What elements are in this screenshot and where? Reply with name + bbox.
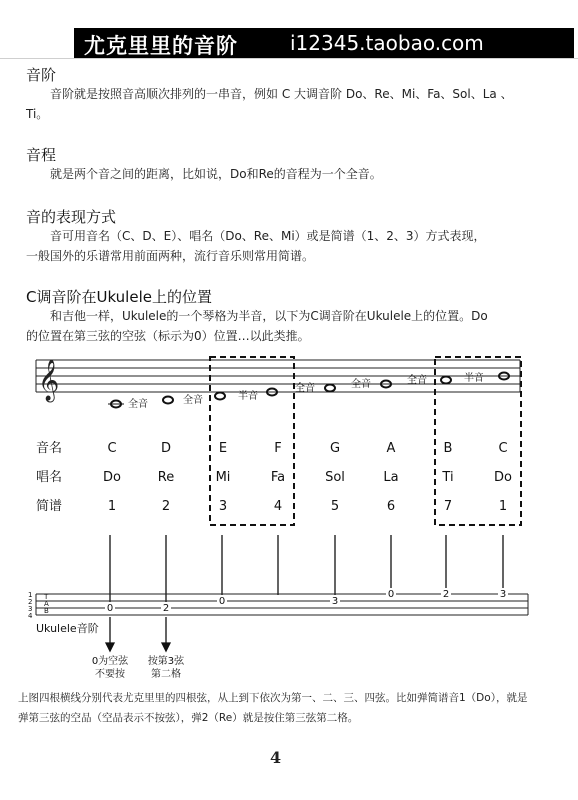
note-name: C <box>498 441 508 456</box>
annotations <box>92 654 185 680</box>
annotation-line: 按第3弦 <box>147 656 185 667</box>
paragraph-line: Ti。 <box>26 107 49 121</box>
fret-number: 0 <box>106 603 114 614</box>
solfege: Do <box>103 470 121 485</box>
interval-label: 全音 <box>128 399 148 410</box>
scale-table-values <box>103 441 512 514</box>
annotation-line: 第二格 <box>151 669 181 680</box>
fret-number: 3 <box>331 596 339 607</box>
tab-clef <box>43 593 49 615</box>
fret-number: 0 <box>387 589 395 600</box>
number: 1 <box>107 499 117 514</box>
note-head <box>325 385 335 392</box>
arrow-down-icon <box>162 643 170 651</box>
solfege: Do <box>494 470 512 485</box>
annotation-line: 0为空弦 <box>91 656 129 667</box>
page-title: 尤克里里的音阶 <box>84 34 238 58</box>
solfege: Fa <box>270 470 286 485</box>
row-label-note-name: 音名 <box>36 441 63 456</box>
paragraph-line: 一般国外的乐谱常用前面两种，流行音乐则常用简谱。 <box>26 249 315 263</box>
note-head <box>215 393 225 400</box>
note-head <box>441 377 451 384</box>
heading-interval: 音程 <box>26 146 57 164</box>
solfege: Mi <box>215 470 231 485</box>
paragraph-line: 音阶就是按照音高顺次排列的一串音，例如 C 大调音阶 Do、Re、Mi、Fa、Sol、La 、 <box>50 87 513 101</box>
paragraph-line: 和吉他一样，Ukulele的一个琴格为半音，以下为C调音阶在Ukulele上的位置。Do <box>50 309 488 323</box>
string-number: 3 <box>28 605 33 613</box>
note-name: B <box>443 441 453 456</box>
number: 1 <box>498 499 508 514</box>
page-number: 4 <box>270 748 282 767</box>
interval-labels <box>128 371 484 410</box>
tab-string-numbers <box>28 591 33 620</box>
scale-table-labels <box>36 441 62 514</box>
heading-ukulele-position: C调音阶在Ukulele上的位置 <box>26 288 212 306</box>
note-name: A <box>386 441 396 456</box>
interval-label: 全音 <box>183 395 203 406</box>
note-name: C <box>107 441 117 456</box>
tab-label: Ukulele音阶 <box>36 622 99 635</box>
interval-label: 全音 <box>351 379 371 390</box>
note-name: D <box>160 441 172 456</box>
interval-label: 半音 <box>464 373 484 384</box>
interval-label: 全音 <box>295 383 315 394</box>
note-name: G <box>329 441 341 456</box>
treble-clef-icon: 𝄞 <box>38 360 60 401</box>
string-number: 2 <box>28 598 33 606</box>
heading-notation: 音的表现方式 <box>26 208 117 226</box>
heading-scale: 音阶 <box>26 66 57 84</box>
note-name: E <box>218 441 228 456</box>
note-name: F <box>274 441 282 456</box>
number: 2 <box>161 499 171 514</box>
tab-clef-letter: T <box>44 593 49 601</box>
number: 7 <box>443 499 453 514</box>
row-label-number: 简谱 <box>36 499 63 514</box>
annotation-line: 不要按 <box>95 669 125 680</box>
fret-number: 2 <box>162 603 170 614</box>
shop-url: i12345.taobao.com <box>290 31 484 55</box>
number: 3 <box>218 499 228 514</box>
number: 4 <box>273 499 283 514</box>
fret-number: 2 <box>442 589 450 600</box>
solfege: Re <box>157 470 175 485</box>
paragraph-line: 的位置在第三弦的空弦（标示为0）位置…以此类推。 <box>26 329 310 343</box>
arrow-down-icon <box>106 643 114 651</box>
solfege: La <box>383 470 399 485</box>
tab-clef-letter: A <box>44 600 49 608</box>
number: 5 <box>330 499 340 514</box>
solfege: Ti <box>442 470 454 485</box>
footer-explanation <box>18 688 574 728</box>
footer-line: 上图四根横线分别代表尤克里里的四根弦，从上到下依次为第一、二、三、四弦。比如弹简谱音1（Do），就是 <box>18 692 528 704</box>
interval-label: 半音 <box>238 391 258 402</box>
paragraph-line: 音可用音名（C、D、E）、唱名（Do、Re、Mi）或是简谱（1、2、3）方式表现， <box>50 229 486 243</box>
tab-clef-letter: B <box>44 607 49 615</box>
string-number: 1 <box>28 591 33 599</box>
annotation-arrows <box>106 617 170 651</box>
interval-label: 全音 <box>407 375 427 386</box>
footer-line: 弹第三弦的空品（空品表示不按弦），弹2（Re）就是按住第三弦第二格。 <box>18 712 359 724</box>
string-number: 4 <box>28 612 33 620</box>
row-label-solfege: 唱名 <box>36 470 63 485</box>
number: 6 <box>386 499 396 514</box>
note-head <box>163 397 173 404</box>
fret-number: 0 <box>218 596 226 607</box>
solfege: Sol <box>325 470 345 485</box>
paragraph-line: 就是两个音之间的距离，比如说，Do和Re的音程为一个全音。 <box>50 167 382 181</box>
fret-number: 3 <box>499 589 507 600</box>
